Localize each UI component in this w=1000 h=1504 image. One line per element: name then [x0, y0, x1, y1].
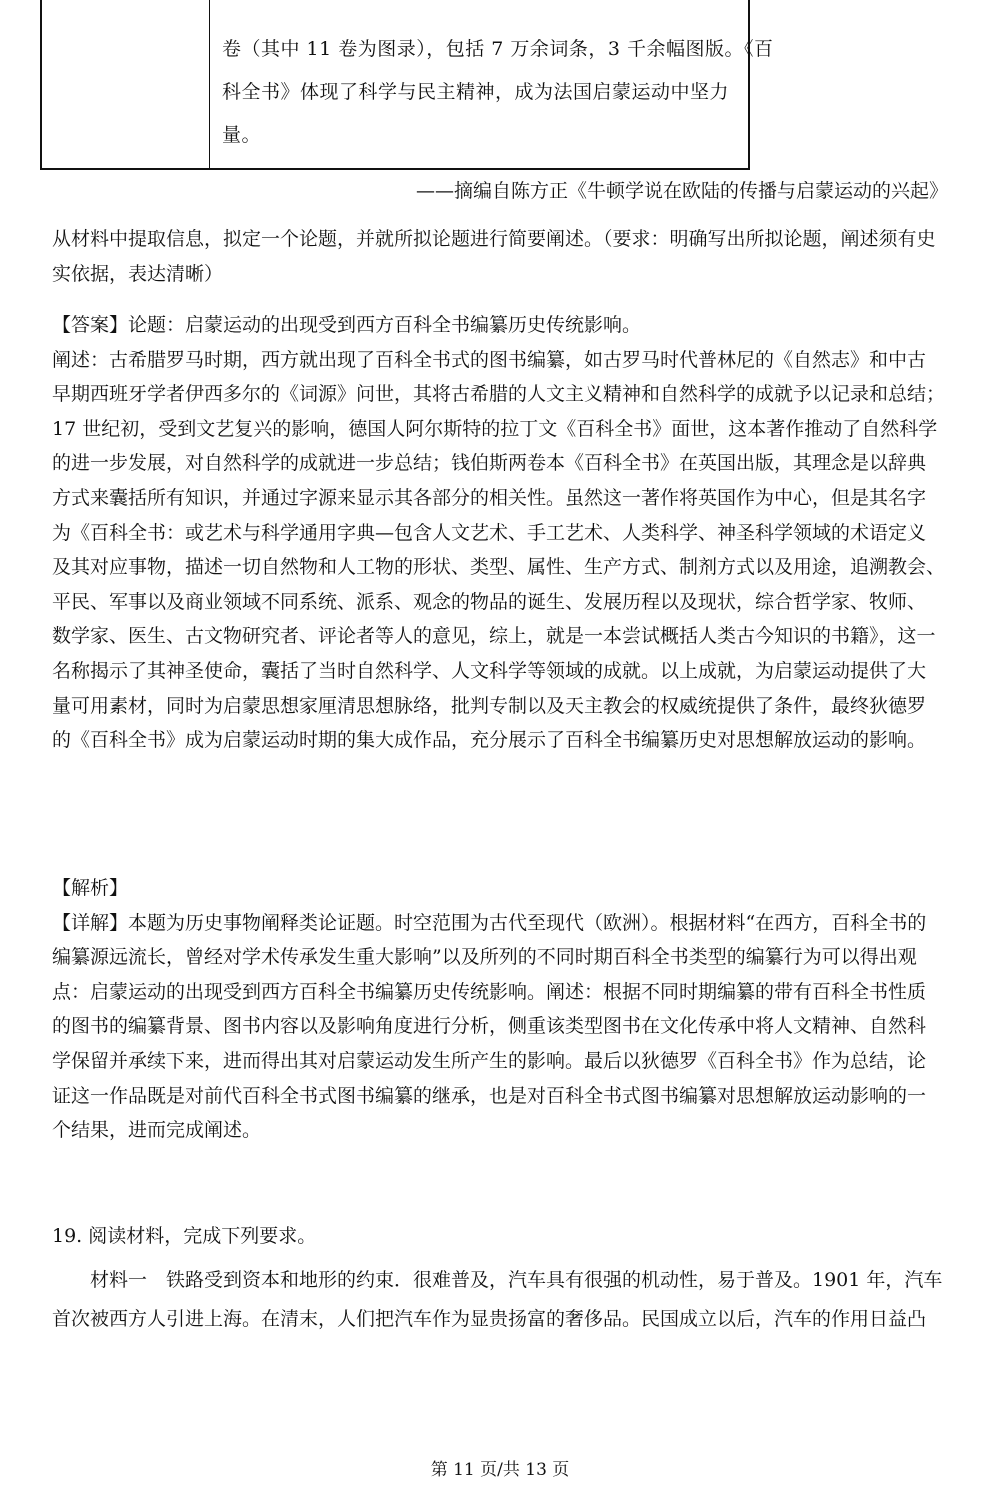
material-line: 首次被西方人引进上海。在清末，人们把汽车作为显贵扬富的奢侈品。民国成立以后，汽车的作用日益凸	[52, 1308, 927, 1331]
text-line: 17 世纪初，受到文艺复兴的影响，德国人阿尔斯特的拉丁文《百科全书》面世，这本著作推动了自然科学	[52, 417, 938, 440]
text-line: 个结果，进而完成阐述。	[52, 1119, 262, 1142]
text-line: 从材料中提取信息，拟定一个论题，并就所拟论题进行简要阐述。（要求：明确写出所拟论题，阐述须有史	[52, 228, 936, 250]
answer-section	[52, 308, 952, 758]
text-line: 实依据，表达清晰）	[52, 262, 224, 285]
text-line: 平民、军事以及商业领域不同系统、派系、观念的物品的诞生、发展历程以及现状，综合哲学家、牧师、	[52, 590, 927, 613]
text-line: 量可用素材，同时为启蒙思想家厘清思想脉络，批判专制以及天主教会的权威统提供了条件，最终狄德罗	[52, 694, 927, 717]
text-line: 为《百科全书：或艺术与科学通用字典—包含人文艺术、手工艺术、人类科学、神圣科学领域的术语定义	[52, 521, 927, 544]
text-line: 【详解】本题为历史事物阐释类论证题。时空范围为古代至现代（欧洲）。根据材料“在西方，百科全书的	[52, 911, 927, 934]
material-table	[40, 0, 774, 170]
text-line: 名称揭示了其神圣使命，囊括了当时自然科学、人文科学等领域的成就。以上成就，为启蒙运动提供了大	[52, 659, 927, 682]
question-19-title: 19. 阅读材料，完成下列要求。	[52, 1225, 317, 1247]
table-line: 科全书》体现了科学与民主精神，成为法国启蒙运动中坚力	[222, 81, 730, 103]
answer-heading-line: 【答案】论题：启蒙运动的出现受到西方百科全书编纂历史传统影响。	[52, 314, 642, 336]
text-line: 方式来囊括所有知识，并通过字源来显示其各部分的相关性。虽然这一著作将英国作为中心，但是其名字	[52, 486, 927, 509]
text-line: 数学家、医生、古文物研究者、评论者等人的意见，综上，就是一本尝试概括人类古今知识的书籍》，这一	[52, 625, 936, 648]
text-line: 证这一作品既是对前代百科全书式图书编纂的继承，也是对百科全书式图书编纂对思想解放运动影响的一	[52, 1084, 927, 1107]
page-number: 第 11 页/共 13 页	[430, 1460, 570, 1480]
table-line: 量。	[222, 124, 262, 146]
text-line: 的进一步发展，对自然科学的成就进一步总结；钱伯斯两卷本《百科全书》在英国出版，其理念是以辞典	[52, 452, 927, 475]
table-right-cell	[222, 28, 774, 157]
text-line: 及其对应事物，描述一切自然物和人工物的形状、类型、属性、生产方式、制剂方式以及用途，追溯教会、	[52, 556, 946, 579]
text-line: 的《百科全书》成为启蒙运动时期的集大成作品，充分展示了百科全书编纂历史对思想解放运动的影响。	[52, 729, 927, 752]
analysis-section	[52, 871, 952, 1148]
table-left-cell	[42, 0, 210, 168]
table-line: 卷（其中 11 卷为图录），包括 7 万余词条，3 千余幅图版。《百	[222, 38, 774, 60]
text-line: 学保留并承续下来，进而得出其对启蒙运动发生所产生的影响。最后以狄德罗《百科全书》作为总结，论	[52, 1049, 927, 1072]
text-line: 的图书的编纂背景、图书内容以及影响角度进行分析，侧重该类型图书在文化传承中将人文精神、自然科	[52, 1015, 927, 1038]
text-line: 编纂源远流长，曾经对学术传承发生重大影响”以及所列的不同时期百科全书类型的编纂行为可以得出观	[52, 946, 917, 969]
material-line: 材料一 铁路受到资本和地形的约束．很难普及，汽车具有很强的机动性，易于普及。1901 年，汽车	[90, 1268, 943, 1291]
question-19	[52, 1219, 952, 1337]
text-line: 早期西班牙学者伊西多尔的《词源》问世，其将古希腊的人文主义精神和自然科学的成就予以记录和总结；	[52, 383, 946, 406]
analysis-heading: 【解析】	[52, 877, 129, 899]
question-prompt	[52, 222, 952, 291]
text-line: 阐述：古希腊罗马时期，西方就出现了百科全书式的图书编纂，如古罗马时代普林尼的《自然志》和中古	[52, 348, 927, 371]
source-citation: ——摘编自陈方正《牛顿学说在欧陆的传播与启蒙运动的兴起》	[415, 180, 948, 202]
text-line: 点：启蒙运动的出现受到西方百科全书编纂历史传统影响。阐述：根据不同时期编纂的带有百科全书性质	[52, 980, 927, 1003]
